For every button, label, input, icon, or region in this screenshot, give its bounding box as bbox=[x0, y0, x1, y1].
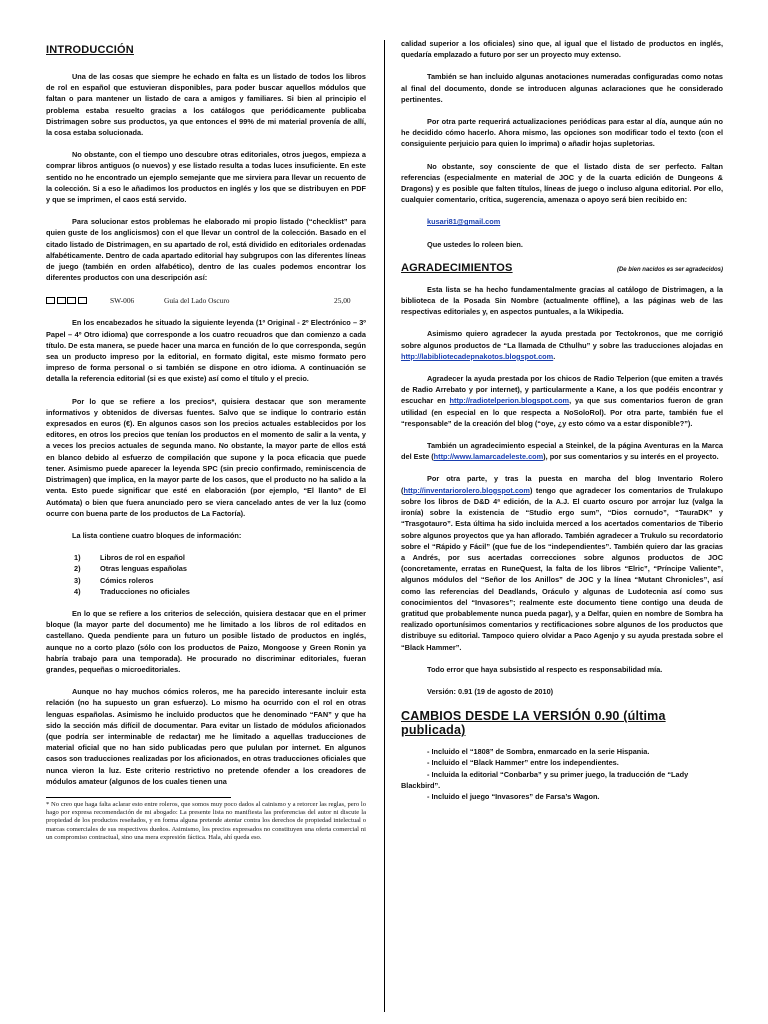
right-paragraph-3: Por otra parte requerirá actualizaciones periódicas para estar al día, aunque aún no he decidido cómo hacerlo. Ahora mismo, las opciones son modificar todo el texto (con el consiguiente perjuicio para quien lo imprima) o añadir hojas supletorias. bbox=[401, 117, 723, 149]
checkbox-icon bbox=[67, 297, 76, 304]
ack-paragraph-4: También un agradecimiento especial a Steinkel, de la página Aventuras en la Marca del Este (http://www.lamarcadeleste.com), por sus comentarios y su interés en el proyecto. bbox=[401, 441, 723, 462]
intro-paragraph-5: Por lo que se refiere a los precios*, quisiera destacar que son meramente informativos y obtenidos de diversas fuentes. Salvo que se indique lo contrario están expresados en euros (€). En algunos casos son los precios actuales establecidos por los editores, en otros los precios que tenían los productos en el momento de salir a la venta, y a veces los precios actuales de segunda mano. No obstante, la mayor parte de ellos está en blanco debido al esfuerzo de compilación que supone y la poca eficacia que puede tener. Asimismo puede aparecer la leyenda SPC (sin precio confirmado, reminiscencia de Distrimagen) que implica, en la mayor parte de los casos, que el producto no ha salido a la venta. Esto puede significar que esté en elaboración (por ejemplo, “El llanto” de El Autómata) o bien que fuera anunciado pero se viera cancelado antes de ver la luz (como ocurre con buena parte de los productos de La Factoría). bbox=[46, 396, 366, 518]
right-paragraph-4: No obstante, soy consciente de que el listado dista de ser perfecto. Faltan referencias (especialmente en material de JOC y de la cuarta edición de Dungeons & Dragons) y es posible que falten títulos, líneas de juego o incluso alguna editorial. Por ello, cualquier comentario, crítica, sugerencia, amenaza o apoyo será bien recibido en: bbox=[401, 161, 723, 205]
list-item: - Incluida la editorial “Conbarba” y su primer juego, la traducción de “Lady Blackbird”. bbox=[401, 769, 689, 790]
list-item: - Incluido el juego “Invasores” de Farsa’s Wagon. bbox=[427, 791, 600, 801]
ack-paragraph-3: Agradecer la ayuda prestada por los chicos de Radio Telperion (que emiten a través de Radio Arrebato y por internet), y particularmente a Kane, a los que podéis encontrar y escuchar en http://radiotelperion.blogspot.com, ya que sus comentarios fueron de gran utilidad (en especial en lo que respecta a NoSoloRol). Por otra parte, también fue el “responsable” de la creación del blog (“oye, ¿y esto cómo va a estar disponible?”). bbox=[401, 374, 724, 428]
intro-paragraph-7: En lo que se refiere a los criterios de selección, quisiera destacar que en el primer bloque (la mayor parte del documento) me he limitado a los libros de rol editados en castellano. Queda pendiente para un futuro un posible listado de productos en inglés, aunque no a corto plazo (sólo con los productos de Paizo, Mongoose y Green Ronin ya habría trabajo para una temporada). He procurado no discriminar editoriales, fueran grandes, pequeñas o microeditoriales. bbox=[46, 608, 366, 674]
intro-paragraph-3: Para solucionar estos problemas he elaborado mi propio listado (“checklist” para quien guste de los anglicismos) con el que llevar un control de la colección. Basado en el citado listado de Distrimagen, en su apartado de rol, está dividido en editoriales ordenadas alfabéticamente. Dentro de cada apartado editorial hay subgrupos con las diferentes líneas de juego (también en orden alfabético), dentro de las cuales podemos encontrar los diferentes productos con una descripción así: bbox=[46, 217, 366, 283]
list-item: 2) Otras lenguas españolas bbox=[74, 564, 187, 574]
checkbox-icon bbox=[78, 297, 87, 304]
ack-paragraph-1: Esta lista se ha hecho fundamentalmente gracias al catálogo de Distrimagen, a la biblioteca de la Posada Sin Nombre (actualmente offline), a las páginas web de las respectivas editoriales y, en aspectos puntuales, a la Wikipedia. bbox=[401, 284, 723, 317]
version-line: Versión: 0.91 (19 de agosto de 2010) bbox=[427, 686, 554, 696]
sample-title: Guía del Lado Oscuro bbox=[164, 295, 230, 305]
checkbox-icon bbox=[57, 297, 66, 304]
right-paragraph-1: calidad superior a los oficiales) sino que, al igual que el listado de productos en inglés, quedaría emplazado a futuro por ser un proyecto muy extenso. bbox=[401, 39, 723, 60]
pnakotos-link[interactable]: http://labibliotecadepnakotos.blogspot.com bbox=[401, 351, 554, 361]
ack-paragraph-2: Asimismo quiero agradecer la ayuda prestada por Tectokronos, que me corrigió sobre algunos productos de “La llamada de Cthulhu” y sobre las traducciones alojadas en http://labibliotecadepnakotos.blogspot.com. bbox=[401, 329, 723, 361]
intro-paragraph-6: La lista contiene cuatro bloques de información: bbox=[72, 530, 242, 540]
inventariorolero-link[interactable]: http://inventariorolero.blogspot.com bbox=[403, 485, 530, 495]
acknowledgements-heading: AGRADECIMIENTOS bbox=[401, 261, 513, 274]
list-item: - Incluido el “1808” de Sombra, enmarcado en la serie Hispania. bbox=[427, 747, 650, 757]
list-item: 4) Traducciones no oficiales bbox=[74, 586, 190, 596]
sample-price: 25,00 bbox=[334, 295, 351, 305]
radiotelperion-link[interactable]: http://radiotelperion.blogspot.com bbox=[449, 396, 570, 406]
changes-heading: CAMBIOS DESDE LA VERSIÓN 0.90 (última publicada) bbox=[401, 709, 666, 738]
ack-paragraph-5: Por otra parte, y tras la puesta en marcha del blog Inventario Rolero (http://inventariorolero.blogspot.com) tengo que agradecer los comentarios de Trulakupo sobre los libros de D&D 4ª edición, de la A.J. El cuarto oscuro por arrojar luz (valga la ironía) sobre la existencia de “Studio ergo sum”, “Dios cornudo”, “TauraDK” y “Trasgotauro”. Esta última ha sido incluida merced a los acertados comentarios de Tiberio sobre algunos proyectos que ya han aflorado. También agradecer a Trukulo su recordatorio sobre el “Rápido y Fácil” (que fue de los “independientes”. También quiero dar las gracias a Andrés, por sus acertadas correcciones sobre algunos productos de JOC (concretamente, erratas en RuneQuest, la falta de los libros “Elric”, “Príncipe Valiente”, algunos módulos del “Señor de los Anillos” de JOC y la línea “Mutant Chronicles”, así como las referencias del Deadlands, Oráculo y algunas de Ludotecnia así como sus conocimientos del “Invasores”; realmente este documento tiene contigo una deuda de gratitud que probablemente nunca pueda pagar), y a Delfar, quien en nombre de Sombra ha realizado oportunísimos comentarios y rectificaciones sobre algunos de los productos que distribuye su editorial. Tampoco quiero olvidar a Paco Agenjo y su ayuda prestada sobre el “Black Hammer”. bbox=[401, 474, 723, 652]
footnote: * No creo que haga falta aclarar esto entre roleros, que somos muy poco dados al cainismo y a retorcer las reglas, pero lo hago por expresa recomendación de mi abogado: La presente lista no manifiesta las preferencias del autor ni discute la propiedad de los productos reseñados, y en forma alguna pretende atentar contra los derechos de propiedad intelectual o marcas comerciales de sus respectivos dueños. Asimismo, los precios expresados no constituyen una oferta comercial ni un compromiso contractual, sino una mera expresión fáctica. Hala, ahí queda eso. bbox=[46, 800, 366, 841]
left-column bbox=[46, 38, 366, 842]
changes-list bbox=[401, 746, 723, 802]
intro-heading: INTRODUCCIÓN bbox=[46, 44, 134, 56]
list-item: 3) Cómics roleros bbox=[74, 575, 154, 585]
right-paragraph-2: También se han incluido algunas anotaciones numeradas configuradas como notas al final del documento, donde se introducen algunas aclaraciones que he considerado pertinentes. bbox=[401, 72, 723, 104]
acknowledgements-subtitle: (De bien nacidos es ser agradecidos) bbox=[616, 266, 723, 273]
contact-email-line bbox=[401, 216, 723, 227]
sample-code: SW-006 bbox=[110, 295, 135, 305]
blocks-list bbox=[46, 552, 366, 597]
ack-paragraph-6: Todo error que haya subsistido al respecto es responsabilidad mía. bbox=[427, 664, 663, 674]
closing-line: Que ustedes lo roleen bien. bbox=[427, 239, 523, 249]
list-item: 1) Libros de rol en español bbox=[74, 553, 185, 563]
checkbox-icon bbox=[46, 297, 55, 304]
sample-entry bbox=[46, 294, 366, 306]
right-column bbox=[401, 38, 723, 802]
intro-paragraph-4: En los encabezados he situado la siguiente leyenda (1º Original - 2º Electrónico – 3º Papel – 4º Otro idioma) que corresponde a los cuatro recuadros que dan comienzo a cada título. De esta manera, se puede hacer una marca en función de lo que corresponda, según sea un producto impreso por la editorial, en formato digital, este mismo formato pero impreso de forma personal o si también se dispone en otro idioma. A continuación se detalla la referencia editorial (si es que existe) así como el título y el precio. bbox=[46, 318, 366, 384]
contact-email-link[interactable]: kusari81@gmail.com bbox=[427, 217, 501, 227]
acknowledgements-header bbox=[401, 262, 723, 274]
intro-paragraph-8: Aunque no hay muchos cómics roleros, me ha parecido interesante incluir esta relación (no ha supuesto un gran esfuerzo). Lo mismo ha ocurrido con el rol en otras lenguas españolas. Asimismo he incluido productos que he denominado “FAN” y que ha sido la sección más difícil de documentar. Para evitar un listado de módulos aficionados (que podría ser interminable de redactar) me he limitado a aquellas traducciones de material oficial que no han sido publicadas pero que pululan por internet. En algunos casos son traducciones realizadas por los aficionados, en otras traducciones oficiales que nunca vieron la luz. Este criterio restrictivo no pretende ofender a los creadores de módulos amateur (algunos de los cuales tienen una bbox=[46, 687, 366, 786]
intro-paragraph-2: No obstante, con el tiempo uno descubre otras editoriales, otros juegos, empieza a comprar libros antiguos (o nuevos) y ese listado resulta a todas luces insuficiente. En este sentido no he encontrado un ejemplo semejante que me sirviera para llevar un recuento de la colección. Si a eso le añadimos los productos en inglés y los que se distribuyen en PDF y que se imprimen, el caos está servido. bbox=[46, 150, 366, 205]
column-divider bbox=[384, 40, 385, 1012]
intro-paragraph-1: Una de las cosas que siempre he echado en falta es un listado de todos los libros de rol en español que estuvieran disponibles, para poder buscar aquellos módulos que faltan o para mantener un listado de cara a amigos y familiares. Si bien al principio el problema estaba resuelto gracias a los catálogos que periódicamente publicaba Distrimagen sobre sus productos, ya que entonces el 99% de mi material provenía de allí, la cosa estaba solucionada. bbox=[46, 72, 366, 138]
marcadeleste-link[interactable]: http://www.lamarcadeleste.com bbox=[433, 452, 544, 462]
list-item: - Incluido el “Black Hammer” entre los independientes. bbox=[427, 758, 619, 768]
